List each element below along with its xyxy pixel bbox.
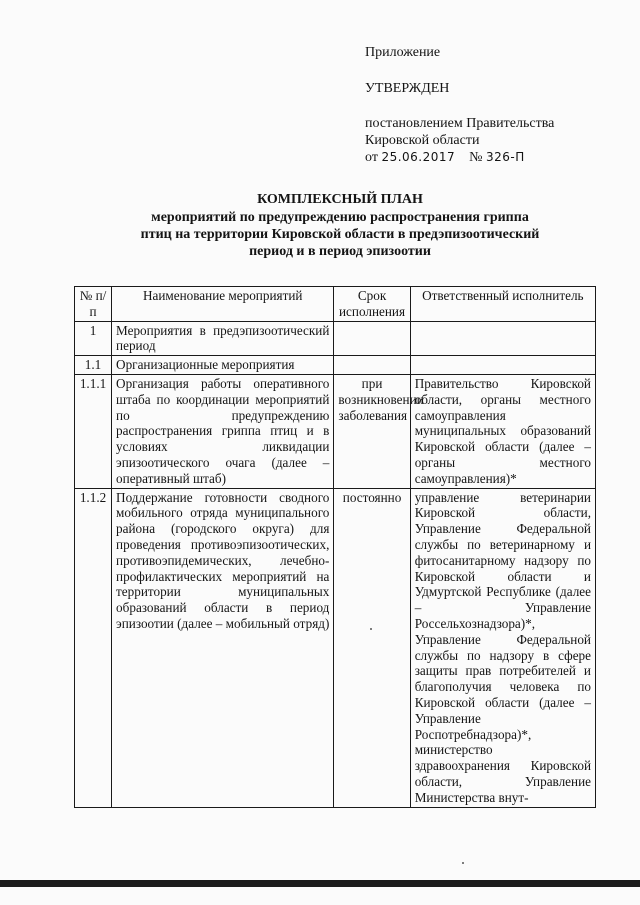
scan-speck — [462, 862, 464, 864]
header-term: Срок исполнения — [334, 287, 410, 322]
header-responsible: Ответственный исполнитель — [410, 287, 595, 322]
row-name: Поддержание готовности сводного мобильного отряда муниципального района (городского округа) для проведения противоэпизоотических, противоэпидемических, лечебно-профилактических мероприятий на территории муниципальных образований области в период эпизоотии (далее – мобильный отряд) — [112, 488, 334, 807]
row-num: 1.1.2 — [75, 488, 112, 807]
row-num: 1.1 — [75, 356, 112, 375]
approved-label: УТВЕРЖДЕН — [365, 81, 450, 96]
plan-title: КОМПЛЕКСНЫЙ ПЛАН — [257, 192, 423, 207]
header-name: Наименование мероприятий — [112, 287, 334, 322]
appendix-label: Приложение — [365, 45, 441, 60]
table-row — [75, 488, 596, 807]
row-name: Организация работы оперативного штаба по координации мероприятий по предупреждению распространения гриппа птиц и в условиях ликвидации эпизоотического очага (далее – оперативный штаб) — [112, 374, 334, 488]
scan-edge-bar — [0, 880, 640, 887]
row-responsible: Правительство Кировской области, органы местного самоуправления муниципальных образований Кировской области (далее – органы местного самоуправления)* — [410, 374, 595, 488]
decree-number: 326-П — [486, 150, 525, 164]
row-term: постоянно — [334, 488, 410, 807]
row-responsible — [410, 356, 595, 375]
row-responsible — [410, 321, 595, 356]
subtitle-line-2: птиц на территории Кировской области в предэпизоотический — [140, 227, 540, 242]
table-row — [75, 321, 596, 356]
scan-speck — [370, 628, 372, 630]
row-num: 1 — [75, 321, 112, 356]
decree-date: 25.06.2017 — [381, 150, 456, 164]
row-term — [334, 321, 410, 356]
row-term: при возникновении заболевания — [334, 374, 410, 488]
decree-date-line — [365, 149, 525, 166]
decree-line-2: Кировской области — [365, 133, 480, 148]
decree-line-1: постановлением Правительства — [365, 116, 555, 131]
measures-table — [74, 286, 596, 808]
row-name: Мероприятия в предэпизоотический период — [112, 321, 334, 356]
row-responsible: управление ветеринарии Кировской области, Управление Федеральной службы по ветеринарному и фитосанитарному надзору по Кировской области и Удмуртской Республике (далее – Управление Россельхознадзора)*, Управление Федеральной службы по надзору в сфере защиты прав потребителей и благополучия человека по Кировской области (далее – Управление Роспотребнадзора)*, министерство здравоохранения Кировской области, Управление Министерства внут- — [410, 488, 595, 807]
row-name: Организационные мероприятия — [112, 356, 334, 375]
plan-subtitle — [110, 209, 570, 260]
header-num: № п/п — [75, 287, 112, 322]
subtitle-line-3: период и в период эпизоотии — [249, 244, 431, 259]
row-term — [334, 356, 410, 375]
row-num: 1.1.1 — [75, 374, 112, 488]
table-row — [75, 356, 596, 375]
date-prefix: от — [365, 150, 378, 165]
number-prefix: № — [469, 150, 483, 165]
table-row — [75, 374, 596, 488]
table-header-row — [75, 287, 596, 322]
subtitle-line-1: мероприятий по предупреждению распространения гриппа — [151, 210, 529, 225]
